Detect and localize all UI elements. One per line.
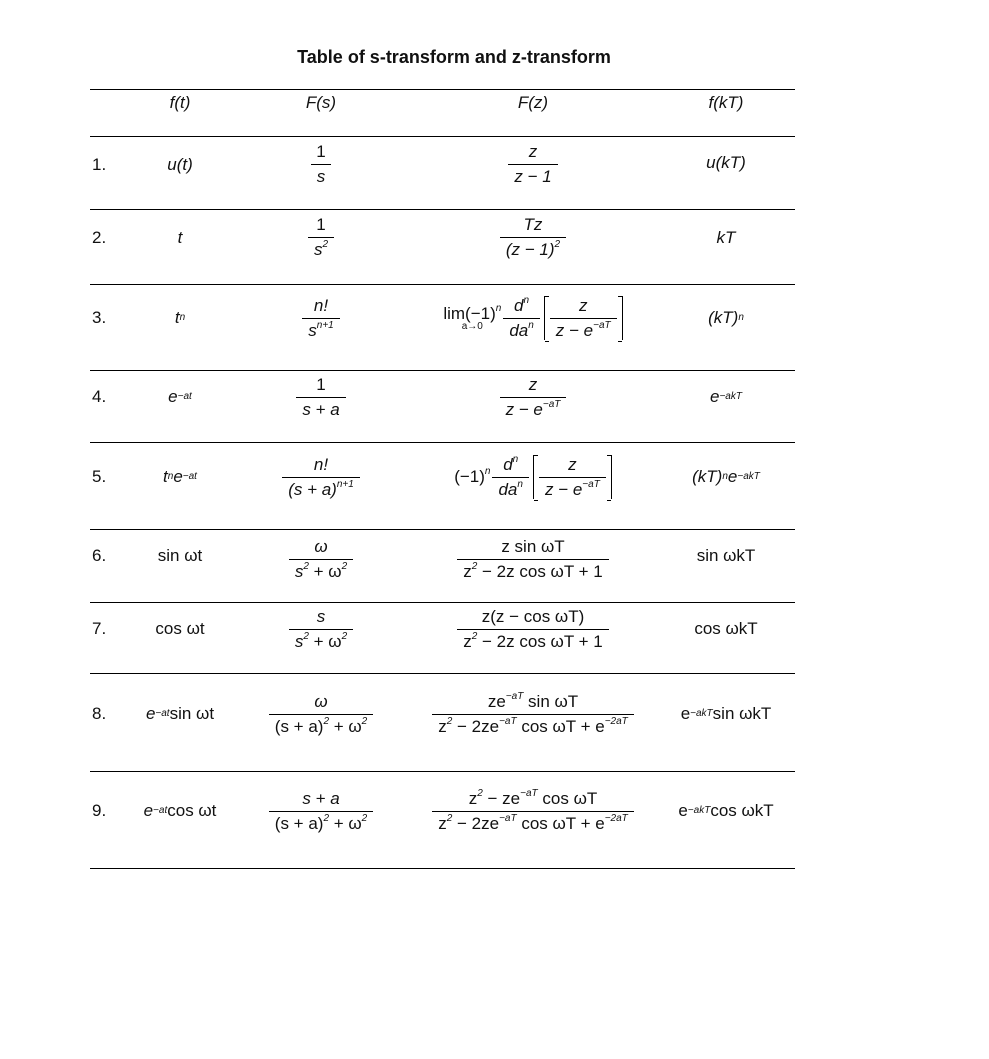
fs-fraction <box>296 375 345 419</box>
fs-numerator: ω <box>314 691 328 711</box>
row-number: 1. <box>92 154 107 174</box>
fkt-text: e <box>678 801 688 820</box>
header-fz: F(z) <box>517 93 549 112</box>
fkt-cell: e −akT sin ωkT <box>680 704 772 723</box>
fz-denominator: $z^2 - 2ze^{-aT}$ $\cos \omega T + e^{-2aT}$ <box>432 811 634 834</box>
ft-cell: cos ωt <box>155 619 205 638</box>
limit-operator: $\lim(-1)^n$ a→0 <box>443 303 502 332</box>
bracket-group: $\frac{z}{z - e^{-aT}}$ <box>533 455 612 499</box>
row-number: 2. <box>92 227 107 247</box>
fs-fraction <box>269 692 373 736</box>
fs-numerator: 1 <box>316 215 326 235</box>
fz-numerator: z sin ωT <box>501 536 565 556</box>
fs-numerator: ω <box>314 536 328 556</box>
row-number: 6. <box>92 546 107 565</box>
fz-denominator: $(z - 1)^2$ <box>500 237 566 260</box>
fz-cell <box>404 530 662 588</box>
fz-numerator: z <box>528 374 538 394</box>
fs-numerator: n! <box>313 454 329 474</box>
fkt-cell <box>662 210 790 265</box>
ft-cell: e −at <box>168 387 192 406</box>
fs-cell <box>258 371 384 423</box>
fkt-text: u(kT) <box>706 153 746 172</box>
fs-fraction <box>289 537 353 581</box>
fs-denominator: s + a <box>302 399 340 419</box>
fz-cell <box>404 772 662 850</box>
header-ft: f(t) <box>169 93 191 112</box>
fz-cell <box>404 210 662 265</box>
fz-fraction <box>500 375 567 419</box>
ft-text: t <box>177 227 183 247</box>
fs-cell <box>258 603 384 655</box>
fz-cell <box>404 285 662 351</box>
ft-text: e <box>168 387 178 406</box>
ft-cell: t n <box>174 308 186 327</box>
fkt-text: e <box>710 387 720 406</box>
fz-cell <box>404 137 662 192</box>
rule-bottom <box>90 868 795 869</box>
sign-factor: $(-1)^n$ <box>454 466 491 486</box>
fz-denominator: z − 1 <box>514 167 552 186</box>
fs-fraction <box>302 296 339 340</box>
row-number: 9. <box>92 801 107 820</box>
fkt-cell: cos ωkT <box>694 619 758 638</box>
fs-cell <box>258 530 384 588</box>
derivative-fraction: $\frac{d^n}{da^n}$ <box>503 296 539 340</box>
fs-numerator: n! <box>313 295 329 315</box>
ft-cell: sin ωt <box>157 546 203 565</box>
fkt-text: (kT) <box>692 467 723 486</box>
row-number: 8. <box>92 704 107 723</box>
fz-fraction <box>457 607 608 651</box>
ft-cell <box>132 137 228 192</box>
fkt-cell: sin ωkT <box>696 546 756 565</box>
ft-text: t <box>163 467 168 486</box>
fkt-cell: (kT) n e −akT <box>692 467 760 486</box>
fz-cell <box>404 371 662 423</box>
ft-cell: e −at cos ωt <box>143 801 217 820</box>
fz-cell <box>404 674 662 754</box>
ft-text: e <box>145 704 156 723</box>
page-title: Table of s-transform and z-transform <box>297 47 611 67</box>
fs-denominator: $(s + a)^{n+1}$ <box>282 477 360 500</box>
fs-cell <box>258 443 384 511</box>
row-number: 4. <box>92 387 107 406</box>
derivative-fraction: $\frac{d^n}{da^n}$ <box>492 455 528 499</box>
row-number: 5. <box>92 467 107 486</box>
fs-denominator: $(s + a)^2 + \omega^2$ <box>269 714 373 737</box>
ft-cell <box>132 210 228 265</box>
ft-cell: t n e −at <box>163 467 197 486</box>
fs-cell <box>258 674 384 754</box>
fs-numerator: s <box>316 606 326 626</box>
fkt-cell: (kT) n <box>708 308 744 327</box>
fs-fraction <box>282 455 360 499</box>
header-fkt: f(kT) <box>708 93 744 112</box>
fz-fraction <box>457 537 608 581</box>
fz-fraction <box>432 692 634 736</box>
fs-denominator: s <box>311 164 332 187</box>
fs-numerator: 1 <box>316 374 326 394</box>
fkt-cell: e −akT <box>710 387 742 406</box>
fs-denominator: $s^2$ <box>308 237 334 260</box>
fz-fraction <box>500 215 566 259</box>
fz-numerator: $ze^{-aT}$ sin ωT <box>487 690 579 711</box>
fs-cell <box>258 772 384 850</box>
fz-cell <box>404 443 662 511</box>
fs-fraction <box>289 607 353 651</box>
fz-fraction <box>508 142 557 186</box>
fz-numerator: z(z − cos ωT) <box>481 606 585 626</box>
fz-denominator: $z^2 - 2z$ cos ωT + 1 <box>457 559 608 582</box>
fs-denominator: $s^2 + \omega^2$ <box>289 559 353 582</box>
fz-fraction <box>432 789 634 833</box>
fkt-cell: e −akT cos ωkT <box>678 801 774 820</box>
fs-denominator: $(s + a)^2 + \omega^2$ <box>269 811 373 834</box>
fs-numerator: s + a <box>302 788 340 808</box>
ft-text: u(t) <box>167 154 193 174</box>
fz-numerator: $z^2 - ze^{-aT}$ cos ωT <box>468 787 598 808</box>
ft-text: e <box>143 801 154 820</box>
fs-cell <box>258 137 384 192</box>
fkt-text: e <box>680 704 691 723</box>
fs-fraction <box>269 789 373 833</box>
fs-cell <box>258 210 384 265</box>
header-fs: F(s) <box>305 93 337 112</box>
fkt-text: kT <box>716 227 736 247</box>
ft-text: t <box>174 308 180 327</box>
fz-numerator: z <box>528 142 538 162</box>
fs-fraction <box>310 142 331 186</box>
fkt-cell <box>662 137 790 189</box>
row-number: 3. <box>92 308 107 327</box>
ft-cell: e −at sin ωt <box>145 704 215 723</box>
fz-cell <box>404 603 662 655</box>
fs-denominator: $s^{n+1}$ <box>302 318 339 341</box>
fs-denominator: $s^2 + \omega^2$ <box>289 629 353 652</box>
fs-cell <box>258 285 384 351</box>
fz-numerator: Tz <box>523 215 543 235</box>
row-number: 7. <box>92 619 107 638</box>
fs-numerator: 1 <box>316 142 326 162</box>
fs-fraction <box>308 215 334 259</box>
fz-denominator: $z^2 - 2z$ cos ωT + 1 <box>457 629 608 652</box>
fz-denominator: $z^2 - 2ze^{-aT}$ $\cos \omega T + e^{-2aT}$ <box>432 714 634 737</box>
fkt-text: (kT) <box>708 308 739 327</box>
fz-denominator: $z - e^{-aT}$ <box>500 397 567 420</box>
bracket-group: $\frac{z}{z - e^{-aT}}$ <box>544 296 623 340</box>
